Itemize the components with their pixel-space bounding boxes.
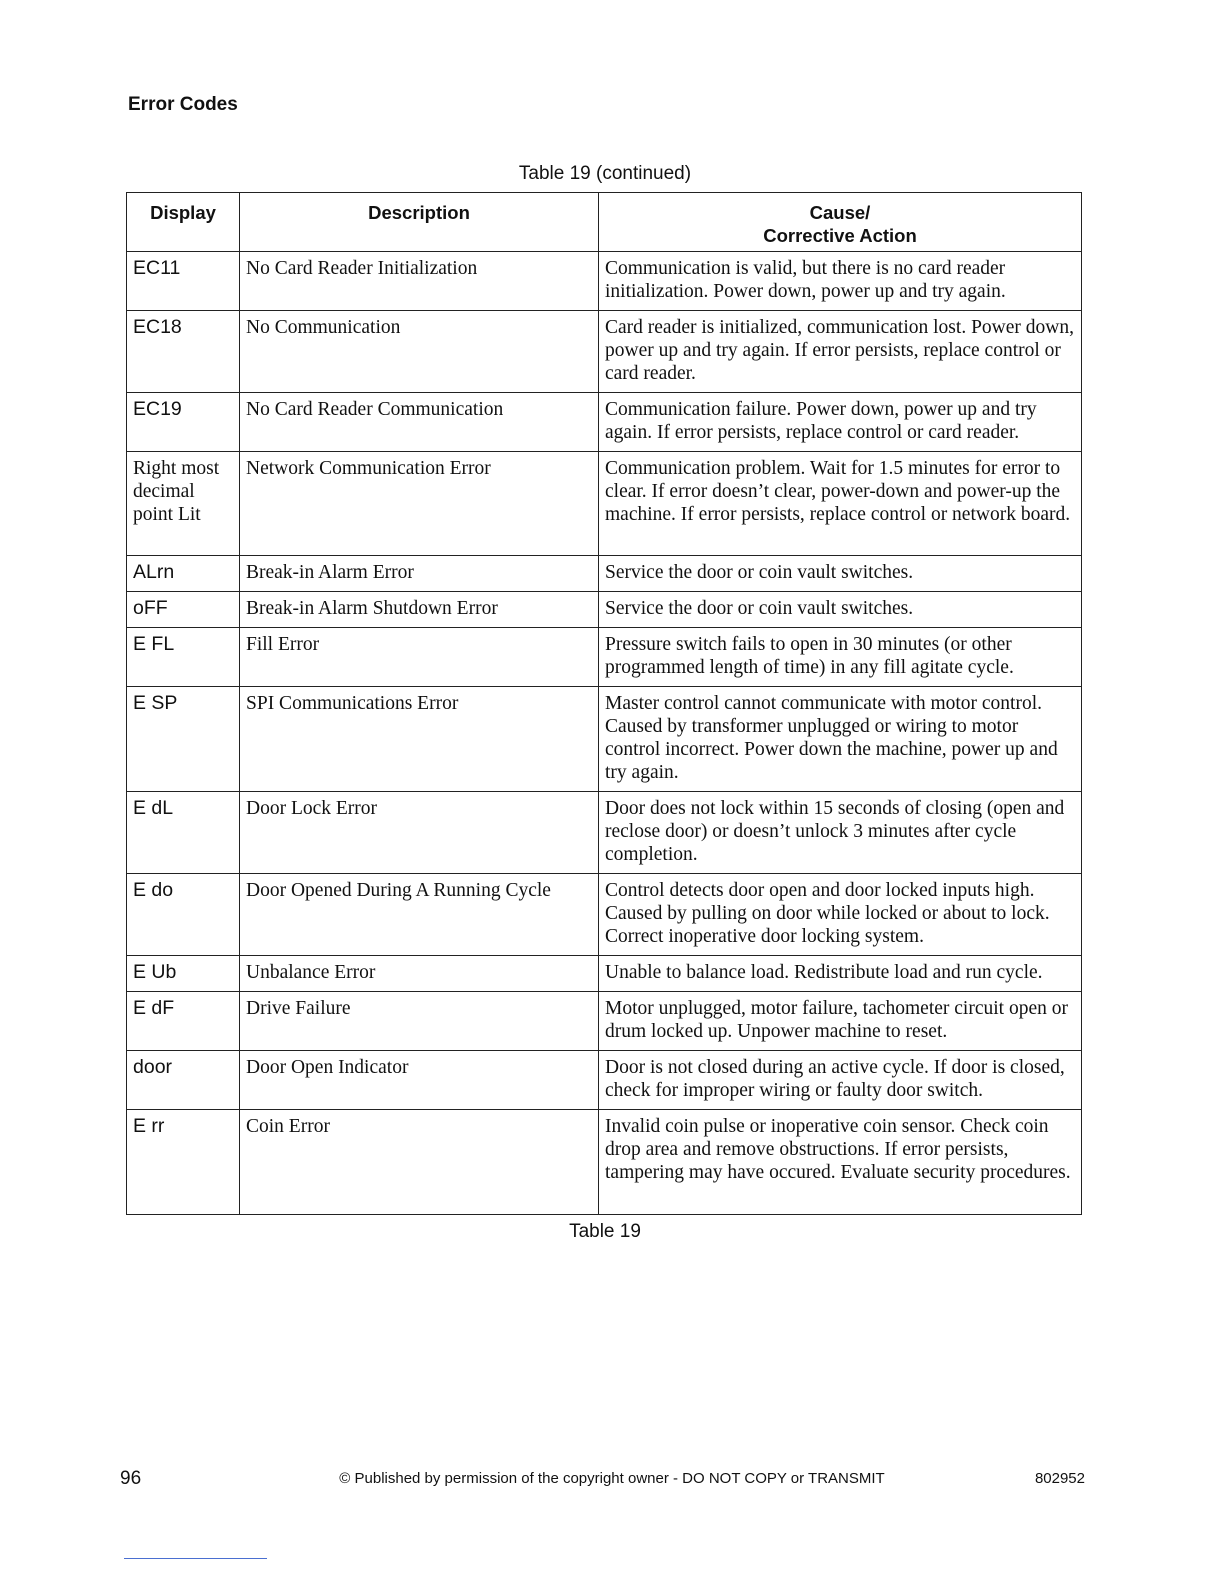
table-row: [127, 628, 1082, 687]
row-code: E dF: [127, 992, 240, 1051]
table-row: [127, 792, 1082, 874]
table-row: [127, 556, 1082, 592]
row-code: E Ub: [127, 956, 240, 992]
table-row: [127, 1110, 1082, 1215]
table-row: [127, 452, 1082, 556]
table-row: [127, 874, 1082, 956]
document-number: 802952: [1034, 1470, 1085, 1487]
header-cause-line2: Corrective Action: [763, 225, 917, 246]
header-description: Description: [240, 193, 599, 252]
row-description: Fill Error: [240, 628, 599, 687]
row-description: Network Communication Error: [240, 452, 599, 556]
row-cause: Service the door or coin vault switches.: [599, 592, 1082, 628]
row-code: oFF: [127, 592, 240, 628]
row-cause: Communication is valid, but there is no card reader initialization. Power down, power up and try again.: [599, 252, 1082, 311]
row-cause: Service the door or coin vault switches.: [599, 556, 1082, 592]
header-display: Display: [127, 193, 240, 252]
table-row: [127, 1051, 1082, 1110]
table-row: [127, 311, 1082, 393]
row-cause: Master control cannot communicate with motor control. Caused by transformer unplugged or wiring to motor control incorrect. Power down the machine, power up and try again.: [599, 687, 1082, 792]
header-cause: [599, 193, 1082, 252]
table-row: [127, 393, 1082, 452]
footer-rule: [124, 1558, 267, 1559]
row-cause: Unable to balance load. Redistribute load and run cycle.: [599, 956, 1082, 992]
row-code: E dL: [127, 792, 240, 874]
row-cause: Communication problem. Wait for 1.5 minutes for error to clear. If error doesn’t clear, power-down and power-up the machine. If error persists, replace control or network board.: [599, 452, 1082, 556]
row-description: Break-in Alarm Error: [240, 556, 599, 592]
row-cause: Pressure switch fails to open in 30 minutes (or other programmed length of time) in any fill agitate cycle.: [599, 628, 1082, 687]
row-description: Door Opened During A Running Cycle: [240, 874, 599, 956]
table-row: [127, 992, 1082, 1051]
table-row: [127, 592, 1082, 628]
page-number: 96: [120, 1468, 142, 1489]
row-code: EC18: [127, 311, 240, 393]
table-header-row: [127, 193, 1082, 252]
section-title: Error Codes: [128, 94, 238, 115]
row-code: E rr: [127, 1110, 240, 1215]
table-row: [127, 687, 1082, 792]
row-code: E FL: [127, 628, 240, 687]
row-cause: Door is not closed during an active cycle. If door is closed, check for improper wiring or faulty door switch.: [599, 1051, 1082, 1110]
row-description: Door Open Indicator: [240, 1051, 599, 1110]
row-description: Drive Failure: [240, 992, 599, 1051]
row-code: EC19: [127, 393, 240, 452]
row-cause: Card reader is initialized, communication lost. Power down, power up and try again. If error persists, replace control or card reader.: [599, 311, 1082, 393]
table-row: [127, 956, 1082, 992]
row-description: No Card Reader Initialization: [240, 252, 599, 311]
row-description: SPI Communications Error: [240, 687, 599, 792]
table-row: [127, 252, 1082, 311]
row-cause: Motor unplugged, motor failure, tachometer circuit open or drum locked up. Unpower machine to reset.: [599, 992, 1082, 1051]
row-cause: Invalid coin pulse or inoperative coin sensor. Check coin drop area and remove obstructions. If error persists, tampering may have occured. Evaluate security procedures.: [599, 1110, 1082, 1215]
row-code: Right most decimal point Lit: [127, 452, 240, 556]
table-caption-bottom: Table 19: [569, 1221, 641, 1242]
row-description: Break-in Alarm Shutdown Error: [240, 592, 599, 628]
row-description: No Communication: [240, 311, 599, 393]
table-caption-top: Table 19 (continued): [518, 163, 692, 184]
row-cause: Communication failure. Power down, power up and try again. If error persists, replace control or card reader.: [599, 393, 1082, 452]
row-cause: Door does not lock within 15 seconds of closing (open and reclose door) or doesn’t unlock 3 minutes after cycle completion.: [599, 792, 1082, 874]
header-cause-line1: Cause/: [809, 202, 871, 223]
row-code: E SP: [127, 687, 240, 792]
row-description: No Card Reader Communication: [240, 393, 599, 452]
error-codes-table: [126, 192, 1082, 1215]
row-code: ALrn: [127, 556, 240, 592]
row-description: Unbalance Error: [240, 956, 599, 992]
row-code: EC11: [127, 252, 240, 311]
row-cause: Control detects door open and door locked inputs high. Caused by pulling on door while locked or about to lock. Correct inoperative door locking system.: [599, 874, 1082, 956]
copyright-notice: © Published by permission of the copyright owner - DO NOT COPY or TRANSMIT: [339, 1470, 885, 1487]
row-code: door: [127, 1051, 240, 1110]
row-description: Door Lock Error: [240, 792, 599, 874]
row-code: E do: [127, 874, 240, 956]
row-description: Coin Error: [240, 1110, 599, 1215]
